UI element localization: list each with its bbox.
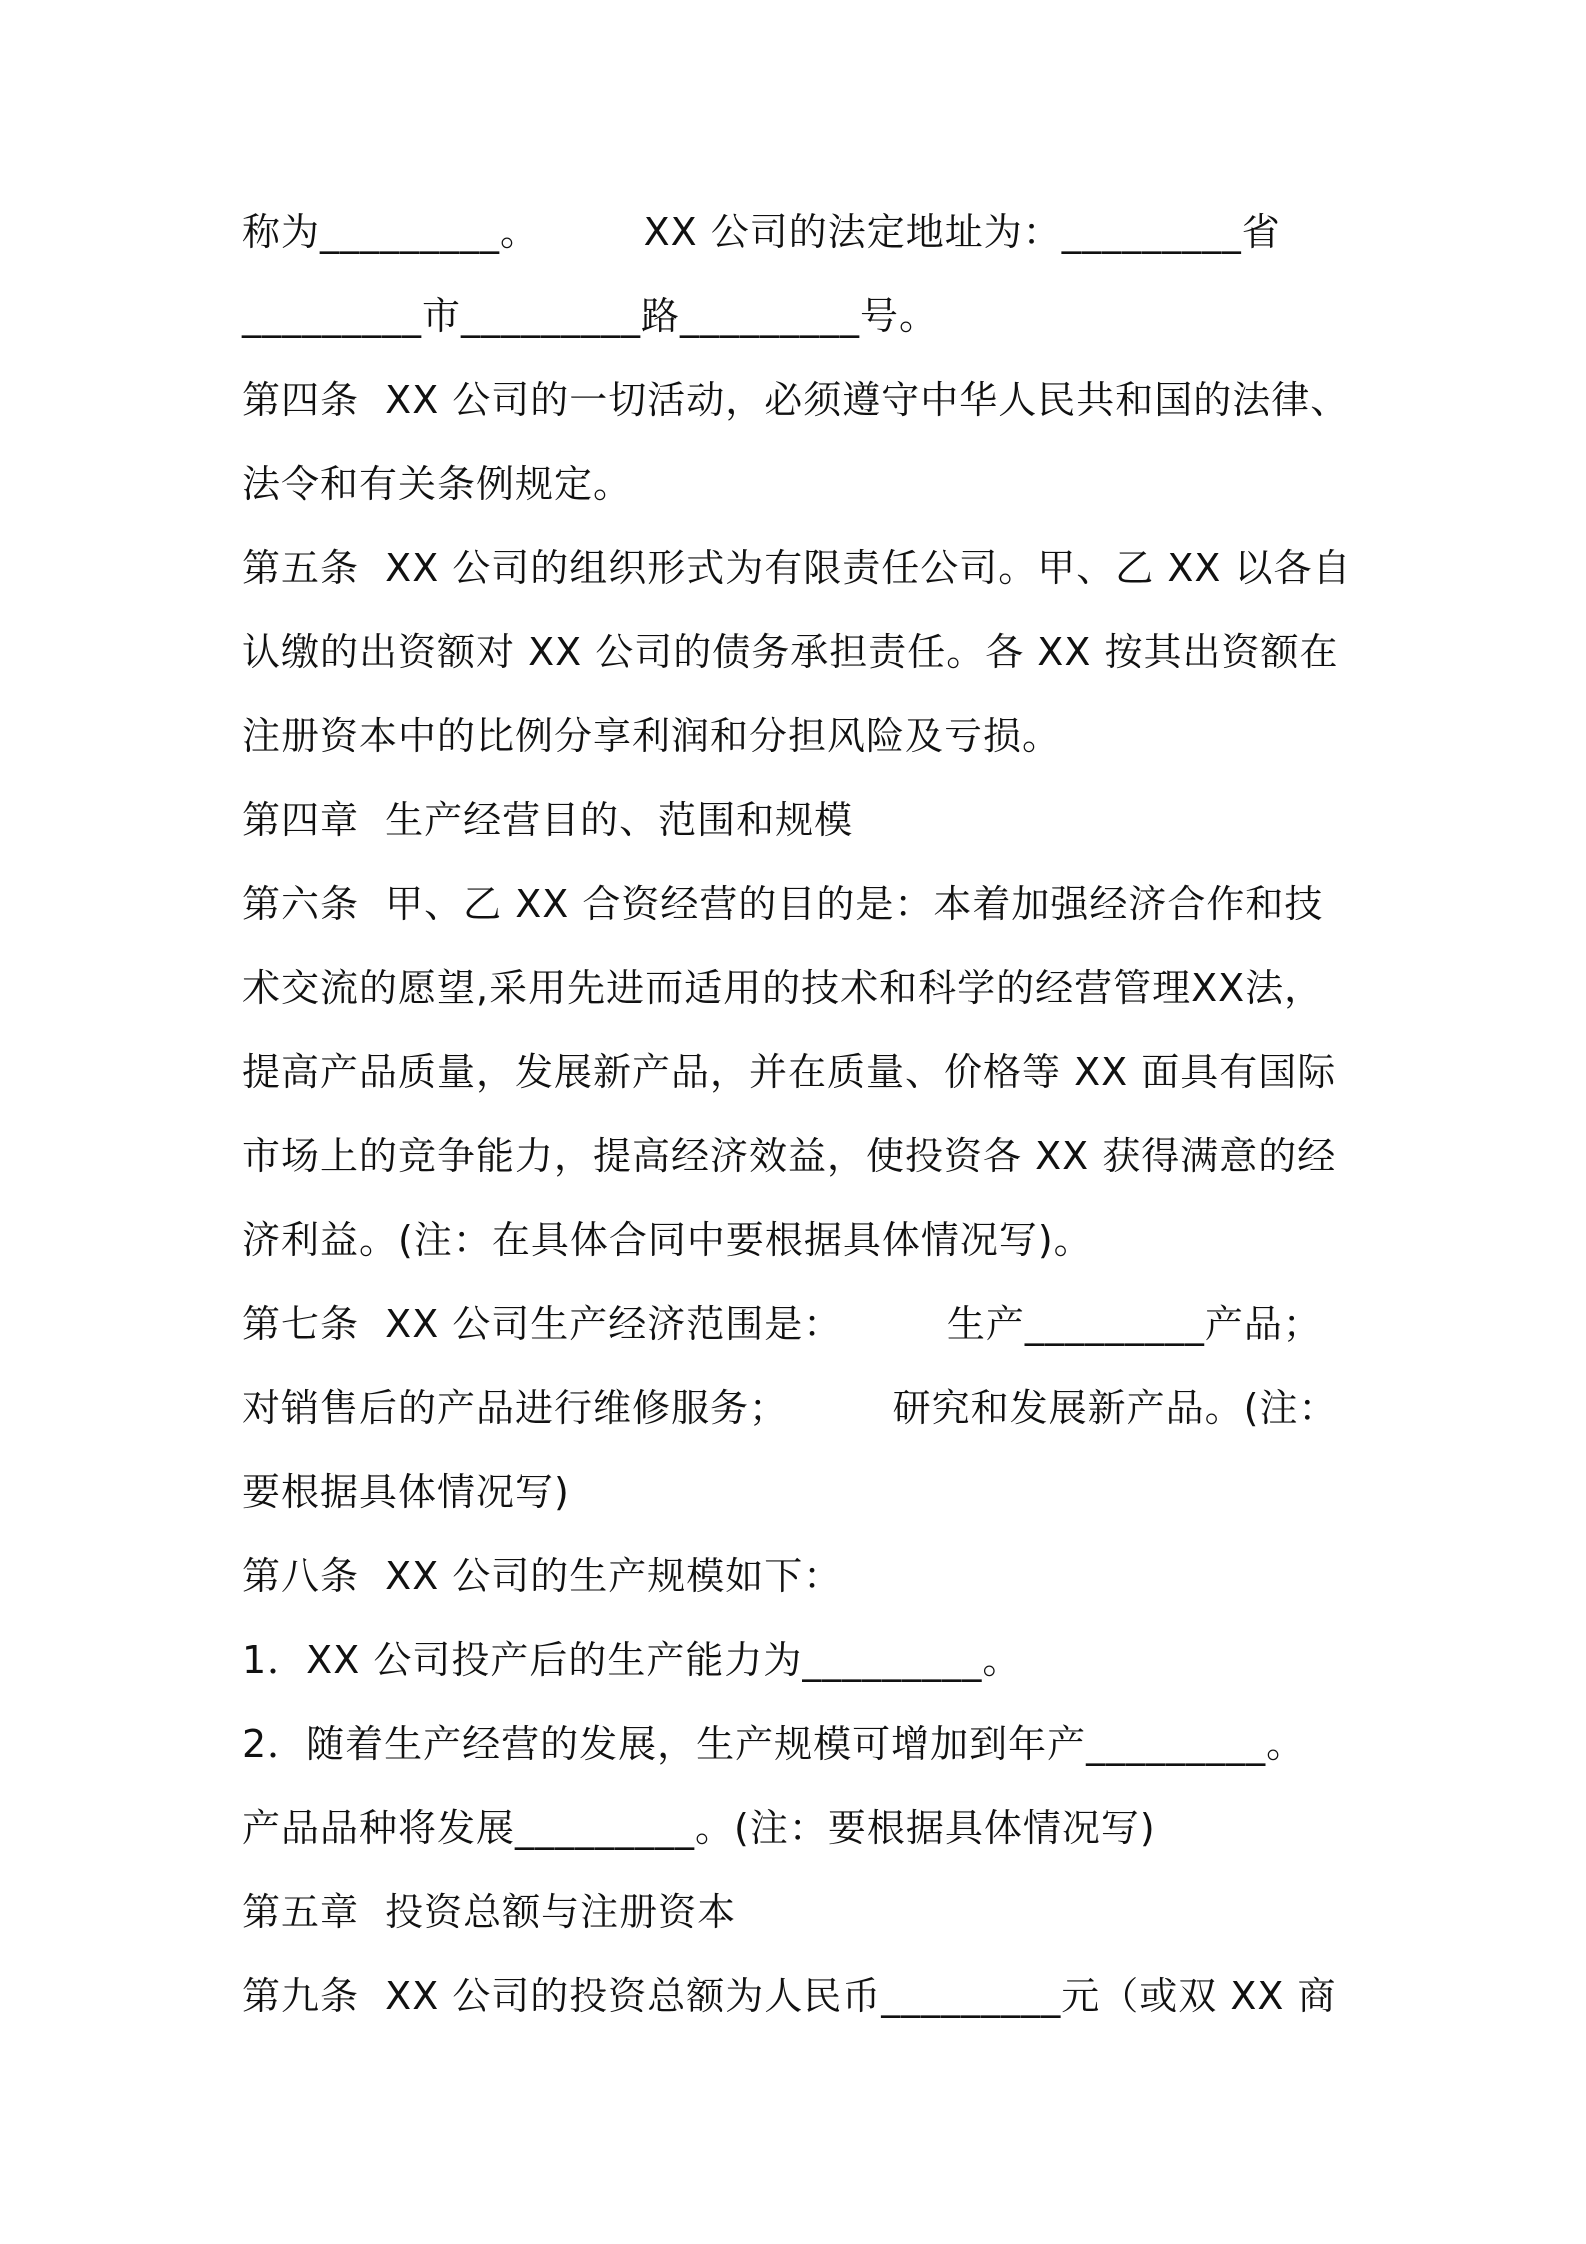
contract-text-block [242, 190, 1362, 2038]
chapter-heading: 第四章 生产经营目的、范围和规模 [242, 798, 854, 842]
text-line: 第八条 XX 公司的生产规模如下： [242, 1554, 843, 1598]
text-line: 第五条 XX 公司的组织形式为有限责任公司。甲、乙 XX 以各自 [242, 546, 1352, 590]
text-line: 济利益。(注：在具体合同中要根据具体情况写)。 [242, 1218, 1093, 1262]
text-line: 术交流的愿望,采用先进而适用的技术和科学的经营管理XX法， [242, 966, 1324, 1010]
text-line: 称为_________。 XX 公司的法定地址为：_________省 [242, 210, 1281, 254]
chapter-heading: 第五章 投资总额与注册资本 [242, 1890, 737, 1934]
text-line: 法令和有关条例规定。 [242, 462, 633, 506]
text-line: 提高产品质量，发展新产品，并在质量、价格等 XX 面具有国际 [242, 1050, 1337, 1094]
text-line: 第四条 XX 公司的一切活动，必须遵守中华人民共和国的法律、 [242, 378, 1350, 422]
text-line: 认缴的出资额对 XX 公司的债务承担责任。各 XX 按其出资额在 [242, 630, 1339, 674]
text-line: 注册资本中的比例分享利润和分担风险及亏损。 [242, 714, 1062, 758]
text-line: 1．XX 公司投产后的生产能力为_________。 [242, 1638, 1022, 1682]
text-line: 市场上的竞争能力，提高经济效益，使投资各 XX 获得满意的经 [242, 1134, 1337, 1178]
text-line: 要根据具体情况写) [242, 1470, 570, 1514]
text-line: 第七条 XX 公司生产经济范围是： 生产_________产品； [242, 1302, 1322, 1346]
text-line: _________市_________路_________号。 [242, 294, 939, 338]
text-line: 第六条 甲、乙 XX 合资经营的目的是：本着加强经济合作和技 [242, 882, 1324, 926]
text-line: 第九条 XX 公司的投资总额为人民币_________元（或双 XX 商 [242, 1974, 1337, 2018]
text-line: 对销售后的产品进行维修服务； 研究和发展新产品。(注： [242, 1386, 1338, 1430]
text-line: 产品品种将发展_________。(注：要根据具体情况写) [242, 1806, 1156, 1850]
text-line: 2．随着生产经营的发展，生产规模可增加到年产_________。 [242, 1722, 1306, 1766]
